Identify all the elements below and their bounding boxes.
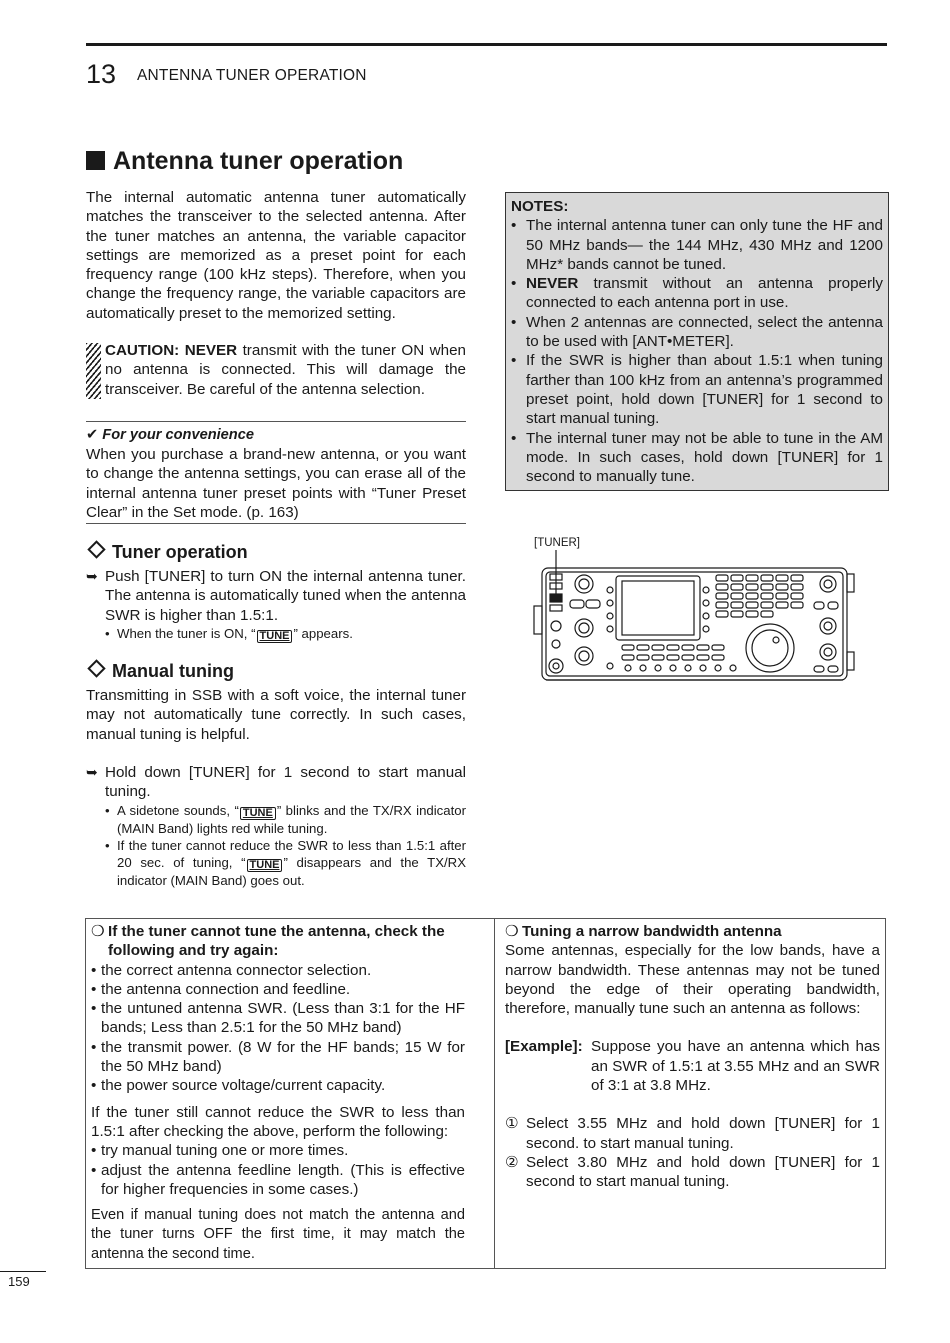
tuner-operation-step — [86, 567, 466, 625]
diamond-icon — [87, 540, 105, 558]
arrow-icon: ➥ — [86, 568, 98, 584]
convenience-text: When you purchase a brand-new antenna, or you want to change the antenna settings, you can erase all of the internal antenna tuner preset points with “Tuner Preset Clear” in the Set mode. (p. 163) — [86, 446, 466, 521]
bullet-text-after: ” blinks and the TX/RX indicator (MAIN Band) lights red while tuning. — [117, 802, 466, 836]
left-knob-small-1 — [551, 621, 561, 631]
note-item-2 — [511, 274, 883, 313]
bullet-icon: • — [91, 1142, 97, 1160]
black-square-icon — [86, 151, 105, 170]
check-item — [91, 980, 465, 999]
troubleshooting-title: If the tuner cannot tune the antenna, check the following and try again: — [108, 923, 445, 960]
display-screen — [622, 581, 694, 635]
tuner-operation-step-text: Push [TUNER] to turn ON the internal antenna tuner. The antenna is automatically tuned when the antenna SWR is higher than 1.5:1. — [105, 568, 466, 624]
tune-indicator-icon: TUNE — [257, 630, 293, 643]
example-block — [505, 1037, 880, 1095]
manual-tuning-steps — [86, 763, 466, 889]
lower-knob — [575, 647, 593, 665]
action-item-text: try manual tuning one or more times. — [101, 1142, 349, 1160]
convenience-rule-top — [86, 421, 466, 422]
note-text: If the SWR is higher than about 1.5:1 when tuning farther than 100 kHz from an antenna’s programmed preset point, hold down [TUNER] for 1 second to start manual tuning. — [526, 352, 883, 428]
bullet-icon: • — [511, 352, 517, 370]
example-label: [Example]: — [505, 1038, 583, 1056]
notes-box — [505, 192, 889, 491]
note-text: The internal antenna tuner can only tune the HF and 50 MHz bands— the 144 MHz, 430 MHz and 1200 MHz* bands cannot be tuned. — [526, 217, 883, 273]
manual-tuning-step-text: Hold down [TUNER] for 1 second to start manual tuning. — [105, 764, 466, 801]
caution-text: transmit with the tuner ON when no antenna is connected. This will damage the transceiver. Be careful of the antenna selection. — [105, 342, 466, 398]
page-number: 159 — [0, 1271, 46, 1292]
right-knob-2 — [820, 618, 836, 634]
narrow-band-step-2 — [505, 1153, 880, 1192]
check-item-text: the antenna connection and feedline. — [101, 980, 351, 998]
bullet-icon: • — [511, 313, 517, 331]
tuner-operation-bullet — [86, 625, 466, 643]
note-item-4 — [511, 351, 883, 428]
note-item-3 — [511, 313, 883, 352]
narrow-band-step-1 — [505, 1114, 880, 1153]
bullet-icon: • — [511, 429, 517, 447]
keypad — [716, 575, 803, 617]
step-number-1: ① — [505, 1115, 519, 1133]
check-item-text: the transmit power. (8 W for the HF bands; 15 W for the 50 MHz band) — [101, 1038, 465, 1076]
note-bold: NEVER — [526, 275, 579, 293]
manual-tuning-heading — [86, 660, 234, 682]
tuner-operation-heading — [86, 541, 248, 563]
note-item-1 — [511, 216, 883, 274]
check-item-text: the untuned antenna SWR. (Less than 3:1 for the HF bands; Less than 2.5:1 for the 50 MHz band) — [101, 1000, 465, 1037]
diamond-icon — [87, 659, 105, 677]
narrow-band-content — [505, 922, 880, 1192]
tuner-callout-label: [TUNER] — [534, 537, 580, 549]
step-1-text: Select 3.55 MHz and hold down [TUNER] for 1 second. to start manual tuning. — [526, 1115, 880, 1152]
bullet-icon: • — [105, 802, 110, 818]
check-item — [91, 1038, 465, 1077]
circle-bullet-icon: ❍ — [91, 923, 105, 940]
bullet-text-before: If the tuner cannot reduce the SWR to less than 1.5:1 after 20 sec. of tuning, “ — [117, 837, 466, 870]
main-dial — [746, 624, 794, 672]
right-knob-1 — [820, 576, 836, 592]
note-text: transmit without an antenna properly connected to each antenna port in use. — [526, 275, 883, 312]
section-title-text: Antenna tuner operation — [113, 147, 404, 175]
caution-label: CAUTION: NEVER — [105, 342, 238, 359]
bullet-icon: • — [105, 625, 110, 641]
bullet-text-before: A sidetone sounds, “ — [117, 802, 239, 818]
step-number-2: ② — [505, 1153, 519, 1171]
intro-paragraph — [86, 188, 466, 323]
action-item — [91, 1161, 465, 1200]
transceiver-illustration — [532, 548, 862, 688]
tuner-operation-body — [86, 567, 466, 643]
chapter-title: ANTENNA TUNER OPERATION — [137, 67, 367, 84]
arrow-icon: ➥ — [86, 764, 98, 780]
narrow-band-heading — [505, 922, 880, 941]
final-text: Even if manual tuning does not match the antenna and the tuner turns OFF the first time, it may match the antenna the second time. — [91, 1207, 465, 1262]
tuner-button — [550, 594, 562, 602]
bullet-icon: • — [91, 1038, 97, 1056]
left-button-4 — [550, 605, 562, 611]
bullet-icon: • — [105, 837, 110, 853]
phones-jack — [549, 659, 563, 673]
right-handle-bottom — [847, 652, 854, 670]
tune-indicator-icon: TUNE — [247, 859, 283, 872]
notes-title: NOTES: — [511, 198, 569, 215]
manual-tuning-intro — [86, 686, 466, 744]
header-rule — [86, 43, 887, 46]
bottom-button-row — [607, 645, 736, 671]
caution-paragraph — [105, 341, 466, 399]
left-handle — [534, 606, 542, 634]
af-knob — [575, 575, 593, 593]
caution-block — [86, 341, 466, 399]
convenience-rule-bottom — [86, 523, 466, 524]
note-text: When 2 antennas are connected, select the antenna to be used with [ANT•METER]. — [526, 313, 883, 351]
right-handle-top — [847, 574, 854, 592]
section-title — [86, 145, 403, 177]
tune-indicator-icon: TUNE — [240, 807, 276, 820]
circle-bullet-icon: ❍ — [505, 923, 519, 940]
bullet-icon: • — [511, 217, 517, 235]
troubleshooting-content — [91, 922, 465, 1264]
manual-tuning-title: Manual tuning — [112, 661, 234, 681]
left-knob-small-2 — [552, 640, 560, 648]
note-item-5 — [511, 429, 883, 487]
manual-tuning-bullet-2 — [86, 837, 466, 889]
bullet-icon: • — [91, 1077, 97, 1095]
troubleshooting-heading — [91, 922, 465, 961]
tuner-operation-title: Tuner operation — [112, 542, 248, 562]
chapter-number: 13 — [86, 59, 117, 89]
example-text: Suppose you have an antenna which has an SWR of 1.5:1 at 3.55 MHz and an SWR of 3:1 at 3.8 MHz. — [591, 1038, 880, 1095]
convenience-title: ✔ For your convenience — [86, 427, 254, 443]
bullet-icon: • — [91, 961, 97, 979]
bullet-icon: • — [91, 1000, 97, 1018]
manual-tuning-step — [86, 763, 466, 802]
bullet-text-after: ” appears. — [293, 625, 353, 641]
bullet-text-after: ” disappears and the TX/RX indicator (MAIN Band) goes out. — [117, 854, 467, 888]
check-item — [91, 961, 465, 980]
intro-text: The internal automatic antenna tuner automatically matches the transceiver to the selected antenna. After the tuner matches an antenna, the variable capacitor settings are memorized as a preset point for each frequency range (100 kHz steps). Therefore, when you change the frequency range, the variable capacitors are automatically preset to the memorized setting. — [86, 189, 466, 322]
bullet-icon: • — [91, 1161, 97, 1179]
bullet-icon: • — [91, 980, 97, 998]
right-knob-3 — [820, 644, 836, 660]
narrow-band-title: Tuning a narrow bandwidth antenna — [522, 923, 782, 940]
manual-tuning-intro-text: Transmitting in SSB with a soft voice, the internal tuner may not automatically tune correctly. In such cases, manual tuning is helpful. — [86, 687, 466, 743]
bullet-icon: • — [511, 275, 517, 293]
check-item-text: the power source voltage/current capacity. — [101, 1077, 386, 1095]
display-bezel — [616, 576, 700, 640]
check-item — [91, 999, 465, 1038]
manual-tuning-bullet-1 — [86, 802, 466, 837]
bullet-text-before: When the tuner is ON, “ — [117, 625, 256, 641]
step-2-text: Select 3.80 MHz and hold down [TUNER] for 1 second to start manual tuning. — [526, 1153, 880, 1191]
action-item — [91, 1141, 465, 1160]
check-item — [91, 1076, 465, 1095]
mid-knob — [575, 619, 593, 637]
caution-hatch-icon — [86, 343, 101, 399]
follow-up-text: If the tuner still cannot reduce the SWR to less than 1.5:1 after checking the above, perform the following: — [91, 1103, 465, 1140]
note-text: The internal tuner may not be able to tune in the AM mode. In such cases, hold down [TUNER] for 1 second to manually tune. — [526, 429, 883, 486]
check-item-text: the correct antenna connector selection. — [101, 961, 372, 979]
convenience-block — [86, 426, 466, 522]
narrow-band-intro: Some antennas, especially for the low bands, have a narrow bandwidth. These antennas may not be tuned beyond the edge of their operating bandwidth, therefore, manually tune such an antenna as follows: — [505, 942, 880, 1018]
action-item-text: adjust the antenna feedline length. (This is effective for higher frequencies in some cases.) — [101, 1161, 465, 1198]
